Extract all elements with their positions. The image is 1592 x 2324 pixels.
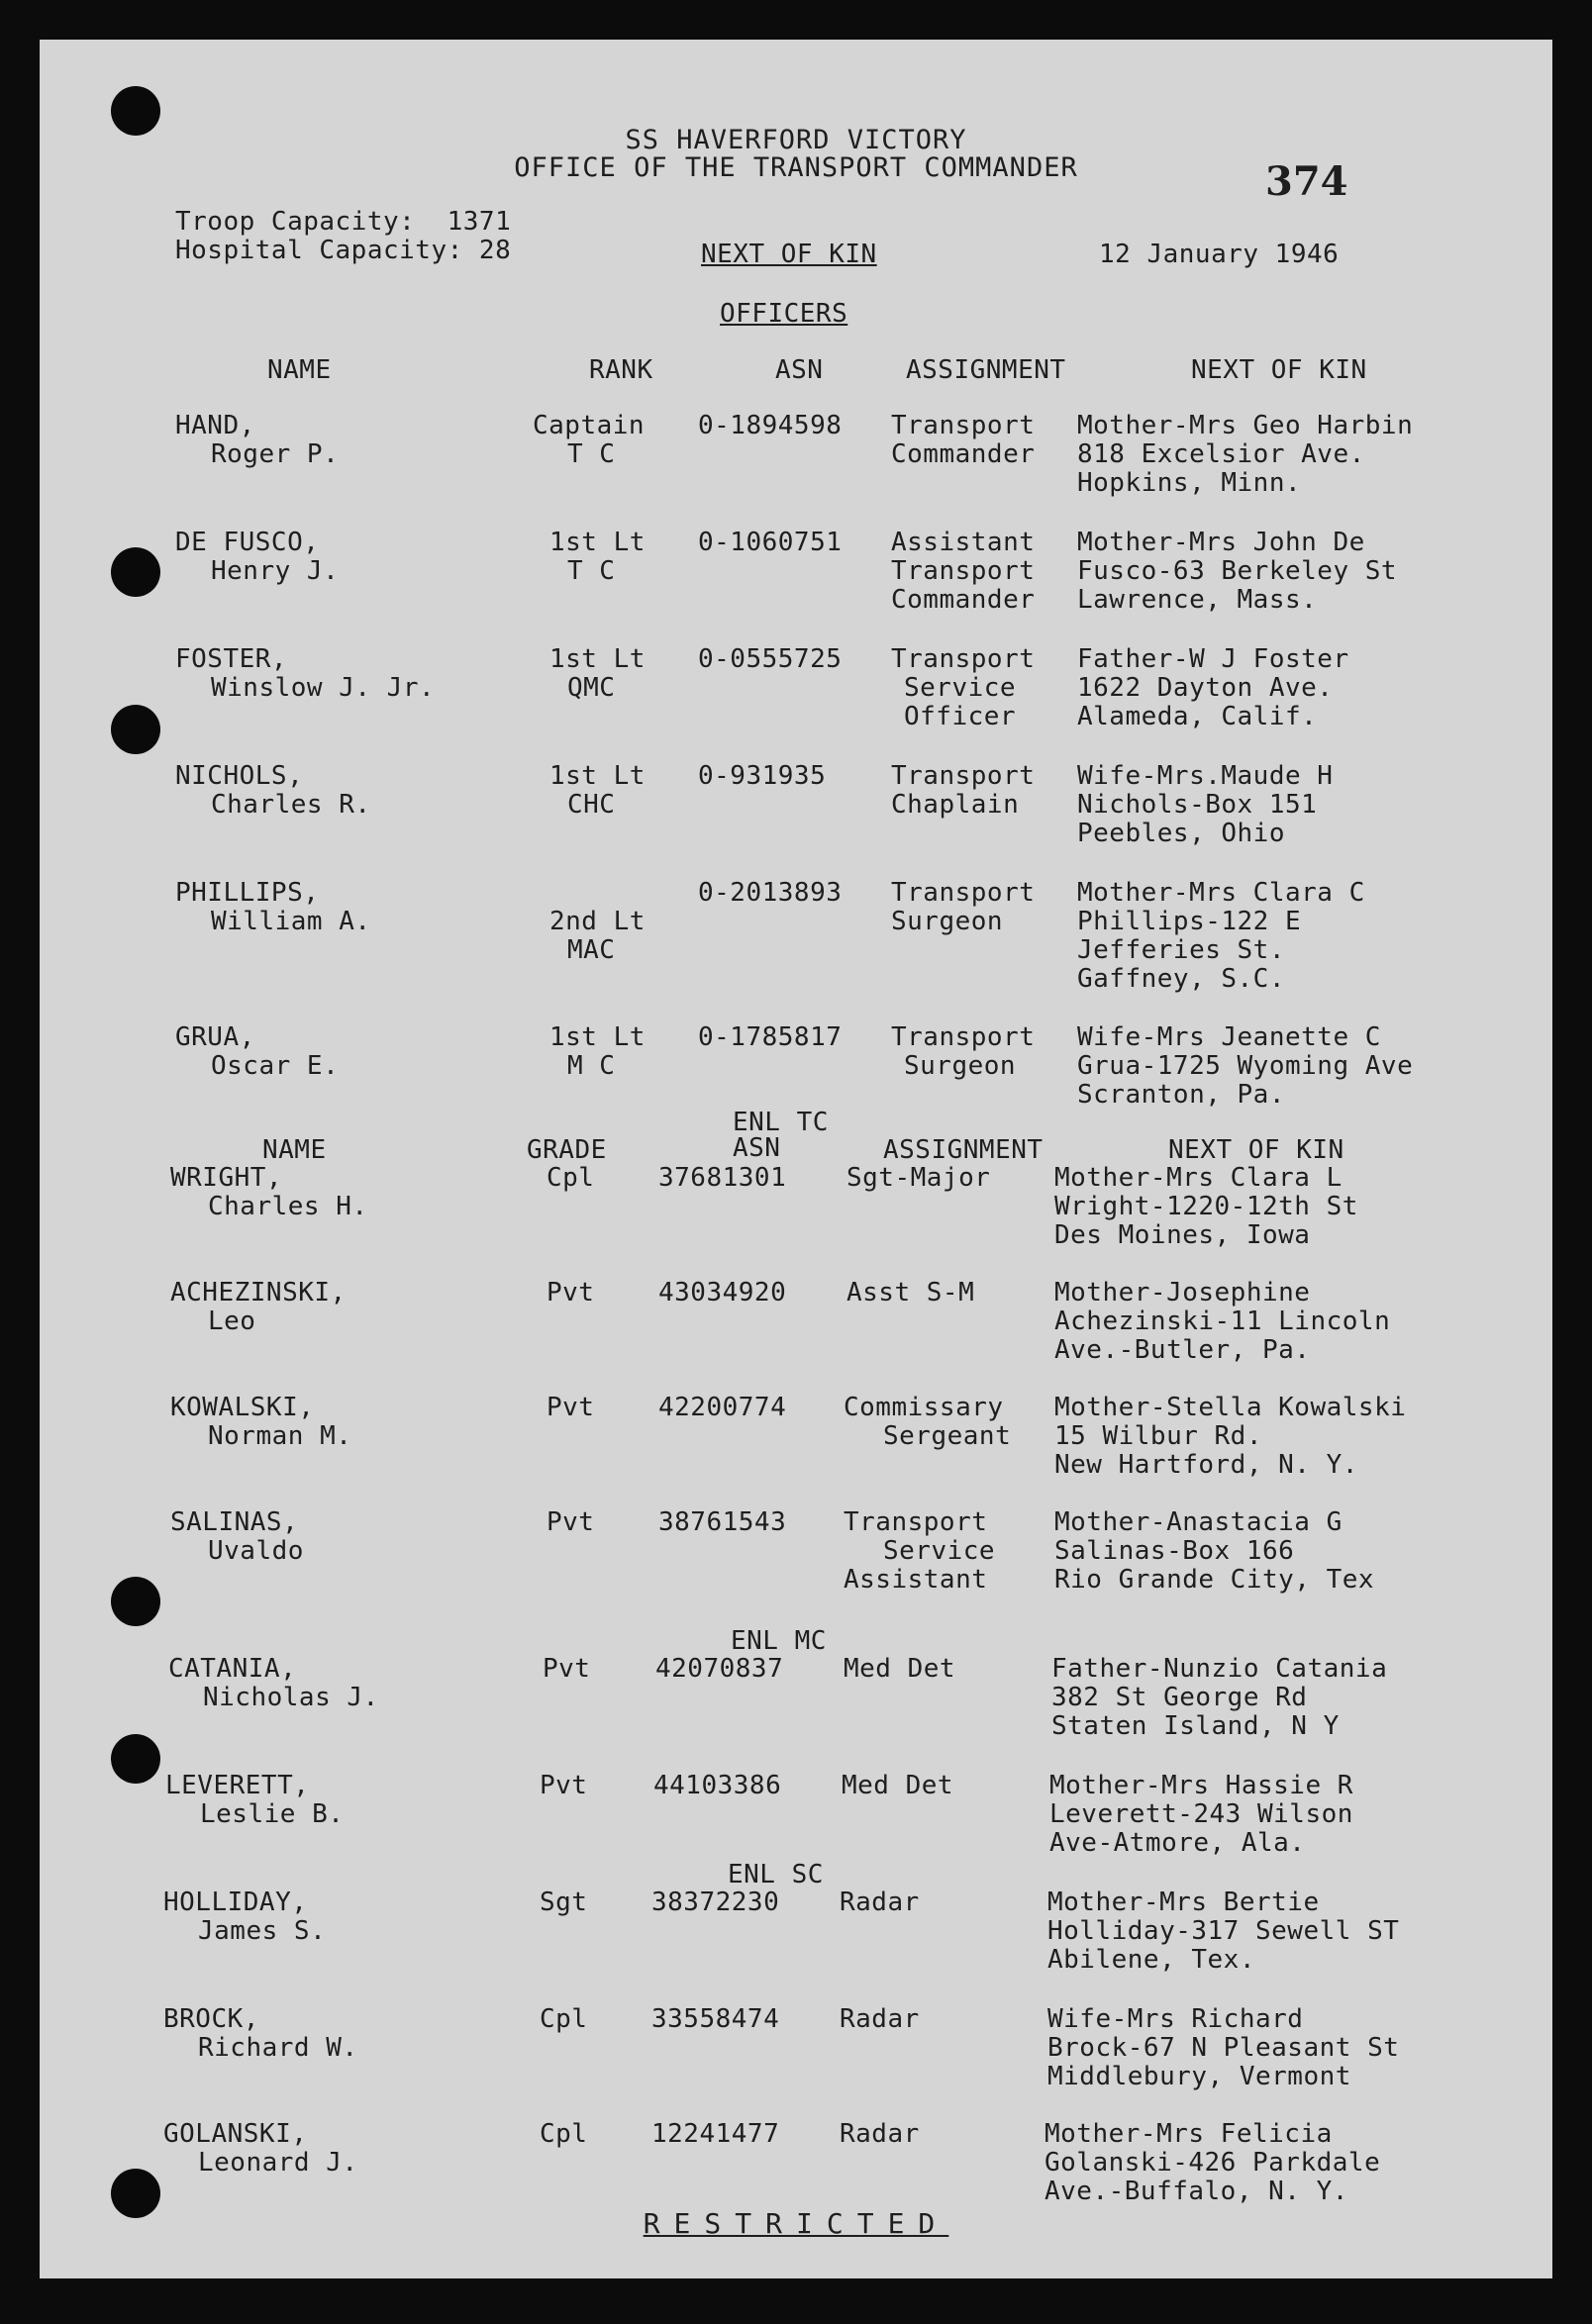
- table-row: [40, 1279, 1552, 1396]
- assignment-line1: Transport: [844, 1507, 988, 1537]
- name-surname: SALINAS,: [170, 1507, 299, 1537]
- assignment-line3: Commander: [891, 585, 1036, 615]
- asn: 0-931935: [698, 761, 827, 791]
- assignment-line1: Sgt-Major: [846, 1163, 991, 1193]
- asn: 12241477: [651, 2119, 780, 2149]
- nok-line1: Mother-Mrs Clara L: [1054, 1163, 1343, 1193]
- col-header-grade: GRADE: [527, 1135, 607, 1165]
- col-header-assignment: ASSIGNMENT: [906, 355, 1066, 385]
- assignment-line3: Officer: [904, 702, 1017, 731]
- assignment-line2: Surgeon: [891, 907, 1004, 936]
- nok-line1: Father-W J Foster: [1077, 644, 1349, 674]
- office-name: OFFICE OF THE TRANSPORT COMMANDER: [514, 152, 1078, 183]
- assignment-line1: Transport: [891, 411, 1036, 440]
- table-row: [40, 529, 1552, 645]
- rank-branch: T C: [567, 556, 616, 586]
- name-surname: CATANIA,: [168, 1654, 297, 1684]
- nok-line3: New Hartford, N. Y.: [1054, 1450, 1358, 1480]
- nok-line1: Mother-Anastacia G: [1054, 1507, 1343, 1537]
- nok-line1: Mother-Stella Kowalski: [1054, 1393, 1407, 1422]
- nok-line3: Des Moines, Iowa: [1054, 1220, 1311, 1250]
- name-given: Norman M.: [208, 1421, 352, 1451]
- nok-line3: Rio Grande City, Tex: [1054, 1565, 1375, 1595]
- name-given: William A.: [211, 907, 371, 936]
- asn: 0-1894598: [698, 411, 843, 440]
- grade: Pvt: [547, 1393, 595, 1422]
- name-given: Richard W.: [198, 2033, 358, 2063]
- page-number: 374: [1265, 158, 1348, 205]
- nok-line3: Jefferies St.: [1077, 935, 1285, 965]
- document-date: 12 January 1946: [1099, 240, 1340, 269]
- assignment-line1: Asst S-M: [846, 1278, 975, 1307]
- rank: 1st Lt: [549, 528, 646, 557]
- col-header-rank: RANK: [589, 355, 653, 385]
- rank: 1st Lt: [549, 761, 646, 791]
- asn: 38761543: [658, 1507, 787, 1537]
- nok-line3: Scranton, Pa.: [1077, 1080, 1285, 1110]
- name-given: Leslie B.: [200, 1799, 345, 1829]
- asn: 0-1785817: [698, 1022, 843, 1052]
- assignment-line1: Transport: [891, 644, 1036, 674]
- name-surname: GOLANSKI,: [163, 2119, 308, 2149]
- nok-line1: Mother-Mrs John De: [1077, 528, 1365, 557]
- table-row: [40, 762, 1552, 879]
- grade: Cpl: [540, 2004, 588, 2034]
- nok-line4: Gaffney, S.C.: [1077, 964, 1285, 994]
- nok-line1: Mother-Mrs Bertie: [1047, 1888, 1320, 1917]
- hospital-capacity: Hospital Capacity: 28: [175, 236, 512, 265]
- classification-marking: RESTRICTED: [643, 2207, 949, 2240]
- asn: 43034920: [658, 1278, 787, 1307]
- nok-line2: 1622 Dayton Ave.: [1077, 673, 1334, 703]
- nok-line2: Salinas-Box 166: [1054, 1536, 1295, 1566]
- asn: 44103386: [653, 1771, 782, 1800]
- assignment-line1: Transport: [891, 878, 1036, 908]
- troop-capacity: Troop Capacity: 1371: [175, 207, 512, 237]
- assignment-line1: Transport: [891, 761, 1036, 791]
- nok-line3: Ave.-Butler, Pa.: [1054, 1335, 1311, 1365]
- table-row: [40, 1394, 1552, 1510]
- nok-line1: Mother-Mrs Hassie R: [1049, 1771, 1353, 1800]
- nok-line2: 818 Excelsior Ave.: [1077, 439, 1365, 469]
- assignment-line2: Chaplain: [891, 790, 1020, 820]
- table-row: [40, 879, 1552, 1017]
- nok-line2: Fusco-63 Berkeley St: [1077, 556, 1398, 586]
- grade: Pvt: [547, 1507, 595, 1537]
- nok-line2: Achezinski-11 Lincoln: [1054, 1307, 1391, 1336]
- col-header-assignment: ASSIGNMENT: [883, 1135, 1044, 1165]
- name-surname: DE FUSCO,: [175, 528, 320, 557]
- assignment-line1: Med Det: [844, 1654, 956, 1684]
- name-given: Charles H.: [208, 1192, 368, 1221]
- grade: Cpl: [547, 1163, 595, 1193]
- document-page: [40, 40, 1552, 2278]
- assignment-line1: Commissary: [844, 1393, 1004, 1422]
- rank-branch: M C: [567, 1051, 616, 1081]
- assignment-line2: Service: [883, 1536, 996, 1566]
- name-given: Uvaldo: [208, 1536, 304, 1566]
- nok-line2: Holliday-317 Sewell ST: [1047, 1916, 1400, 1946]
- asn: 37681301: [658, 1163, 787, 1193]
- nok-line3: Middlebury, Vermont: [1047, 2062, 1351, 2091]
- rank-branch: T C: [567, 439, 616, 469]
- assignment-line2: Surgeon: [904, 1051, 1017, 1081]
- asn: 38372230: [651, 1888, 780, 1917]
- nok-line3: Staten Island, N Y: [1051, 1711, 1340, 1741]
- nok-line1: Wife-Mrs Richard: [1047, 2004, 1304, 2034]
- grade: Cpl: [540, 2119, 588, 2149]
- subsection-label-enl-sc: ENL SC: [728, 1860, 824, 1889]
- nok-line3: Alameda, Calif.: [1077, 702, 1318, 731]
- asn: 42070837: [655, 1654, 784, 1684]
- grade: Sgt: [540, 1888, 588, 1917]
- col-header-nok: NEXT OF KIN: [1191, 355, 1367, 385]
- assignment-line2: Transport: [891, 556, 1036, 586]
- section-title-officers: OFFICERS: [720, 299, 848, 329]
- name-surname: HOLLIDAY,: [163, 1888, 308, 1917]
- name-given: Leo: [208, 1307, 256, 1336]
- nok-line2: Brock-67 N Pleasant St: [1047, 2033, 1400, 2063]
- nok-line2: Grua-1725 Wyoming Ave: [1077, 1051, 1414, 1081]
- nok-line2: Nichols-Box 151: [1077, 790, 1318, 820]
- assignment-line1: Med Det: [842, 1771, 954, 1800]
- asn: 42200774: [658, 1393, 787, 1422]
- name-given: Charles R.: [211, 790, 371, 820]
- col-header-asn: ASN: [733, 1133, 781, 1163]
- name-given: Leonard J.: [198, 2148, 358, 2178]
- subsection-label-enl-tc: ENL TC: [733, 1108, 829, 1137]
- assignment-line1: Transport: [891, 1022, 1036, 1052]
- rank: 1st Lt: [549, 1022, 646, 1052]
- rank-branch: CHC: [567, 790, 616, 820]
- name-surname: WRIGHT,: [170, 1163, 283, 1193]
- name-surname: HAND,: [175, 411, 255, 440]
- table-row: [40, 1164, 1552, 1281]
- nok-line2: 382 St George Rd: [1051, 1683, 1308, 1712]
- col-header-name: NAME: [262, 1135, 327, 1165]
- grade: Pvt: [547, 1278, 595, 1307]
- nok-line2: Phillips-122 E: [1077, 907, 1302, 936]
- nok-line1: Wife-Mrs.Maude H: [1077, 761, 1334, 791]
- nok-line3: Ave-Atmore, Ala.: [1049, 1828, 1306, 1858]
- name-given: Winslow J. Jr.: [211, 673, 436, 703]
- table-row: [40, 2005, 1552, 2122]
- table-row: [40, 645, 1552, 762]
- nok-line3: Peebles, Ohio: [1077, 819, 1285, 848]
- nok-line2: Leverett-243 Wilson: [1049, 1799, 1353, 1829]
- nok-line3: Abilene, Tex.: [1047, 1945, 1255, 1975]
- table-row: [40, 412, 1552, 529]
- nok-line3: Ave.-Buffalo, N. Y.: [1045, 2177, 1348, 2206]
- assignment-line1: Assistant: [891, 528, 1036, 557]
- name-surname: KOWALSKI,: [170, 1393, 315, 1422]
- asn: 0-1060751: [698, 528, 843, 557]
- assignment-line2: Commander: [891, 439, 1036, 469]
- nok-line1: Mother-Mrs Felicia: [1045, 2119, 1333, 2149]
- nok-line3: Lawrence, Mass.: [1077, 585, 1318, 615]
- name-surname: BROCK,: [163, 2004, 259, 2034]
- assignment-line2: Service: [904, 673, 1017, 703]
- name-surname: LEVERETT,: [165, 1771, 310, 1800]
- subsection-label-enl-mc: ENL MC: [731, 1626, 827, 1656]
- nok-line1: Father-Nunzio Catania: [1051, 1654, 1388, 1684]
- rank-branch: QMC: [567, 673, 616, 703]
- assignment-line1: Radar: [840, 2119, 920, 2149]
- rank: Captain: [533, 411, 646, 440]
- name-given: Nicholas J.: [203, 1683, 379, 1712]
- asn: 0-0555725: [698, 644, 843, 674]
- name-given: Roger P.: [211, 439, 340, 469]
- col-header-nok: NEXT OF KIN: [1168, 1135, 1344, 1165]
- col-header-name: NAME: [267, 355, 332, 385]
- name-surname: NICHOLS,: [175, 761, 304, 791]
- assignment-line2: Sergeant: [883, 1421, 1012, 1451]
- assignment-line1: Radar: [840, 1888, 920, 1917]
- assignment-line3: Assistant: [844, 1565, 988, 1595]
- col-header-asn: ASN: [775, 355, 824, 385]
- grade: Pvt: [540, 1771, 588, 1800]
- name-surname: ACHEZINSKI,: [170, 1278, 347, 1307]
- nok-line2: Golanski-426 Parkdale: [1045, 2148, 1381, 2178]
- nok-line2: Wright-1220-12th St: [1054, 1192, 1358, 1221]
- asn: 33558474: [651, 2004, 780, 2034]
- nok-line1: Mother-Mrs Clara C: [1077, 878, 1365, 908]
- ship-name: SS HAVERFORD VICTORY: [625, 125, 967, 155]
- name-surname: GRUA,: [175, 1022, 255, 1052]
- nok-line1: Mother-Josephine: [1054, 1278, 1311, 1307]
- name-given: James S.: [198, 1916, 327, 1946]
- name-given: Oscar E.: [211, 1051, 340, 1081]
- grade: Pvt: [543, 1654, 591, 1684]
- table-row: [40, 1508, 1552, 1625]
- asn: 0-2013893: [698, 878, 843, 908]
- nok-line3: Hopkins, Minn.: [1077, 468, 1302, 498]
- document-title: NEXT OF KIN: [701, 240, 877, 269]
- table-row: [40, 1888, 1552, 2005]
- table-row: [40, 1655, 1552, 1772]
- rank: 2nd Lt: [549, 907, 646, 936]
- nok-line2: 15 Wilbur Rd.: [1054, 1421, 1262, 1451]
- nok-line1: Wife-Mrs Jeanette C: [1077, 1022, 1381, 1052]
- name-surname: PHILLIPS,: [175, 878, 320, 908]
- assignment-line1: Radar: [840, 2004, 920, 2034]
- rank-branch: MAC: [567, 935, 616, 965]
- name-surname: FOSTER,: [175, 644, 288, 674]
- name-given: Henry J.: [211, 556, 340, 586]
- nok-line1: Mother-Mrs Geo Harbin: [1077, 411, 1414, 440]
- rank: 1st Lt: [549, 644, 646, 674]
